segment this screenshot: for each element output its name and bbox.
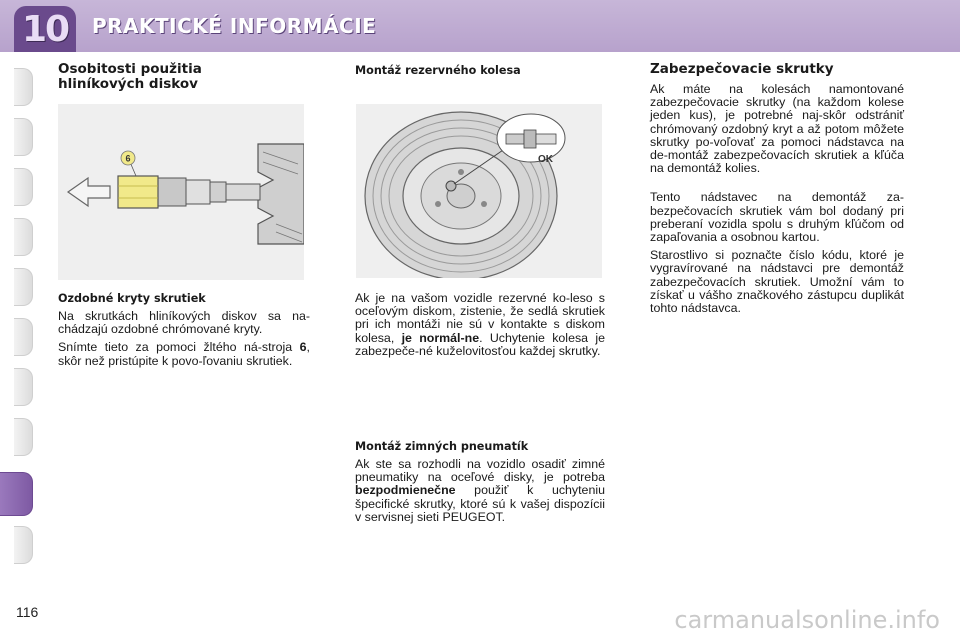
chapter-number: 10 — [21, 8, 69, 50]
section-title-alloy-wheels — [58, 62, 310, 92]
column-winter-tyres — [355, 440, 605, 529]
bold-text: je normál-ne — [401, 330, 480, 345]
bold-text: bezpodmienečne — [355, 483, 456, 498]
chapter-tab-11[interactable] — [14, 526, 33, 564]
para-locking-bolts-1: Ak máte na kolesách namontované zabezpečovacie skrutky (na každom kolese jeden kus), je potrebné naj-skôr odstrániť chrómovaný ozdobný kryt a až potom môžete skrutky po-voľovať za pomoci nádstavca na de-montáž zabezpečovacích skrutiek a kľúča na demontáž kolies. — [650, 82, 904, 176]
text-span: Snímte tieto za pomoci žltého ná-stroja — [58, 340, 300, 355]
chapter-badge — [14, 6, 76, 52]
title-line-2: hliníkových diskov — [58, 76, 198, 92]
para-spare-wheel — [355, 292, 605, 358]
para-winter-tyres — [355, 458, 605, 524]
text-span: Ak je na vašom vozidle rezervné ko-leso s oceľovým diskom, zistenie, že sedlá skrutiek pri ich montáži nie sú v kontakte s diskom kolesa, — [355, 291, 605, 345]
text-span: Ak ste sa rozhodli na vozidlo osadiť zimné pneumatiky na oceľové disky, je potreba — [355, 457, 605, 485]
chapter-tab-2[interactable] — [14, 118, 33, 156]
para-locking-bolts-3: Starostlivo si poznačte číslo kódu, ktoré je vygravírované na nádstavci pre demontáž zabezpečovacích skrutiek. Umožní vám to získať u vášho značkového zástupcu duplikát tohto nádstavca. — [650, 248, 904, 316]
ok-label: OK — [538, 154, 553, 165]
chapter-tab-8[interactable] — [14, 418, 33, 456]
bolt-cap-tool-illustration — [58, 104, 304, 280]
column-alloy-wheels-text — [58, 292, 310, 373]
page-title: PRAKTICKÉ INFORMÁCIE — [92, 14, 377, 38]
para-bolt-covers-2 — [58, 341, 310, 367]
chapter-tab-7[interactable] — [14, 368, 33, 406]
para-bolt-covers-1: Na skrutkách hliníkových diskov sa na-chádzajú ozdobné chrómované kryty. — [58, 309, 310, 337]
chapter-tab-6[interactable] — [14, 318, 33, 356]
watermark: carmanualsonline.info — [674, 606, 940, 634]
chapter-tabs — [0, 60, 34, 580]
text-span: použiť k uchyteniu špecifické skrutky, ktoré sú k vašej dispozícii v servisnej sieti PEUGEOT. — [355, 483, 605, 524]
subtitle-spare-wheel: Montáž rezervného kolesa — [355, 64, 521, 77]
chapter-tab-3[interactable] — [14, 168, 33, 206]
page-number: 116 — [16, 604, 39, 620]
callout-6: 6 — [125, 153, 131, 164]
chapter-tab-5[interactable] — [14, 268, 33, 306]
title-line-1: Osobitosti použitia — [58, 61, 202, 77]
column-spare-wheel-text — [355, 292, 605, 363]
chapter-tab-1[interactable] — [14, 68, 33, 106]
figure-spare-wheel — [356, 104, 602, 278]
column-locking-bolts — [650, 62, 904, 320]
text-span: , skôr než pristúpite k povo-ľovaniu skrutiek. — [58, 340, 310, 368]
section-title-locking-bolts: Zabezpečovacie skrutky — [650, 61, 834, 77]
para-locking-bolts-2: Tento nádstavec na demontáž za-bezpečovacích skrutiek vám bol dodaný pri preberaní vozidla spolu s druhým kľúčom od zapaľovania a osobnou kartou. — [650, 190, 904, 245]
chapter-tab-4[interactable] — [14, 218, 33, 256]
column-alloy-wheels — [58, 62, 310, 92]
text-span: . Uchytenie kolesa je zabezpeče-né kuželovitosťou každej skrutky. — [355, 330, 605, 358]
subtitle-bolt-covers: Ozdobné kryty skrutiek — [58, 292, 206, 305]
column-spare-wheel — [355, 64, 605, 82]
subtitle-winter-tyres: Montáž zimných pneumatík — [355, 440, 529, 453]
figure-bolt-cap-tool — [58, 104, 304, 280]
chapter-tab-10-active[interactable] — [0, 472, 33, 516]
tool-number: 6 — [299, 340, 307, 355]
spare-wheel-illustration — [356, 104, 602, 278]
